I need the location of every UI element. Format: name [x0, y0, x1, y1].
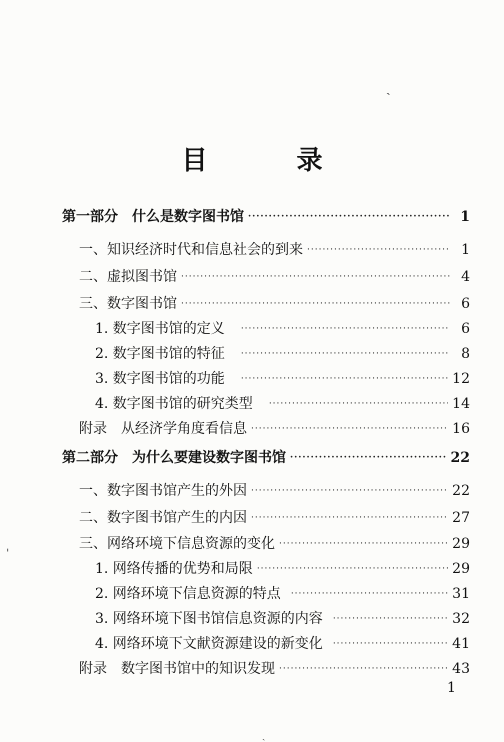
page-number: 1: [447, 680, 456, 696]
toc-entry-page: 8: [461, 346, 470, 362]
toc-entry-text: 三、网络环境下信息资源的变化: [79, 536, 275, 552]
toc-entry[interactable]: [95, 558, 470, 580]
toc-entry[interactable]: [79, 266, 470, 288]
toc-entry-text: 二、数字图书馆产生的内因: [79, 510, 247, 526]
leader-dots: [251, 507, 448, 529]
toc-entry-page: 41: [452, 636, 470, 652]
toc-entry-text: 附录 数字图书馆中的知识发现: [79, 661, 275, 677]
leader-dots: [333, 633, 448, 655]
toc-entry[interactable]: [95, 318, 470, 340]
toc-entry-text: 一、数字图书馆产生的外因: [79, 483, 247, 499]
toc-entry-page: 16: [452, 421, 470, 437]
leader-dots: [291, 583, 448, 605]
toc-entry-page: 43: [452, 661, 470, 677]
toc-entry[interactable]: [79, 480, 470, 502]
toc-entry-text: 附录 从经济学角度看信息: [79, 421, 247, 437]
leader-dots: [241, 368, 448, 390]
scan-speck: ˎ: [262, 730, 266, 741]
toc-entry-text: 1. 网络传播的优势和局限: [95, 561, 253, 577]
toc-entry[interactable]: [95, 583, 470, 605]
toc-entry-page: 12: [452, 371, 470, 387]
toc-entry[interactable]: [95, 368, 470, 390]
toc-entry-text: 3. 数字图书馆的功能: [95, 371, 225, 387]
toc-entry-page: 32: [452, 611, 470, 627]
toc-entry[interactable]: [79, 533, 470, 555]
leader-dots: [257, 558, 448, 580]
toc-entry-page: 22: [450, 450, 470, 466]
toc-entry-text: 4. 数字图书馆的研究类型: [95, 396, 253, 412]
leader-dots: [248, 206, 450, 228]
leader-dots: [251, 480, 448, 502]
toc-entry-text: 第二部分 为什么要建设数字图书馆: [62, 450, 286, 466]
leader-dots: [269, 393, 448, 415]
toc-entry-text: 3. 网络环境下图书馆信息资源的内容: [95, 611, 323, 627]
toc-entry-text: 一、知识经济时代和信息社会的到来: [79, 242, 303, 258]
leader-dots: [181, 266, 450, 288]
toc-entry-page: 4: [461, 269, 470, 285]
toc-entry-page: 29: [452, 536, 470, 552]
toc-entry[interactable]: [62, 206, 470, 228]
scan-speck: ˏ: [386, 80, 391, 96]
toc-entry-page: 14: [452, 396, 470, 412]
leader-dots: [279, 658, 448, 680]
toc-entry-text: 2. 数字图书馆的特征: [95, 346, 225, 362]
toc-entry-page: 31: [452, 586, 470, 602]
toc-entry-page: 27: [452, 510, 470, 526]
leader-dots: [290, 447, 447, 469]
toc-entry-page: 1: [460, 209, 470, 225]
toc-entry-page: 6: [461, 321, 470, 337]
toc-entry[interactable]: [95, 393, 470, 415]
leader-dots: [241, 318, 450, 340]
toc-entry-page: 29: [452, 561, 470, 577]
toc-entry-text: 三、数字图书馆: [79, 296, 177, 312]
toc-entry-page: 1: [461, 242, 470, 258]
leader-dots: [279, 533, 448, 555]
toc-entry[interactable]: [79, 507, 470, 529]
leader-dots: [181, 293, 450, 315]
toc-entry-text: 1. 数字图书馆的定义: [95, 321, 225, 337]
toc-entry[interactable]: [79, 418, 470, 440]
toc-entry[interactable]: [62, 447, 470, 469]
leader-dots: [251, 418, 448, 440]
toc-entry[interactable]: [79, 239, 470, 261]
toc-entry-text: 二、虚拟图书馆: [79, 269, 177, 285]
leader-dots: [241, 343, 450, 365]
toc-entry-text: 4. 网络环境下文献资源建设的新变化: [95, 636, 323, 652]
scan-speck: ˌ: [6, 539, 10, 553]
leader-dots: [333, 608, 448, 630]
toc-entry-text: 第一部分 什么是数字图书馆: [62, 209, 244, 225]
toc-entry-text: 2. 网络环境下信息资源的特点: [95, 586, 281, 602]
page-title: 目 录: [181, 146, 363, 176]
toc-entry[interactable]: [79, 293, 470, 315]
toc-entry-page: 6: [461, 296, 470, 312]
leader-dots: [307, 239, 450, 261]
toc-entry[interactable]: [95, 343, 470, 365]
toc-entry-page: 22: [452, 483, 470, 499]
toc-entry[interactable]: [95, 608, 470, 630]
toc-entry[interactable]: [79, 658, 470, 680]
toc-entry[interactable]: [95, 633, 470, 655]
